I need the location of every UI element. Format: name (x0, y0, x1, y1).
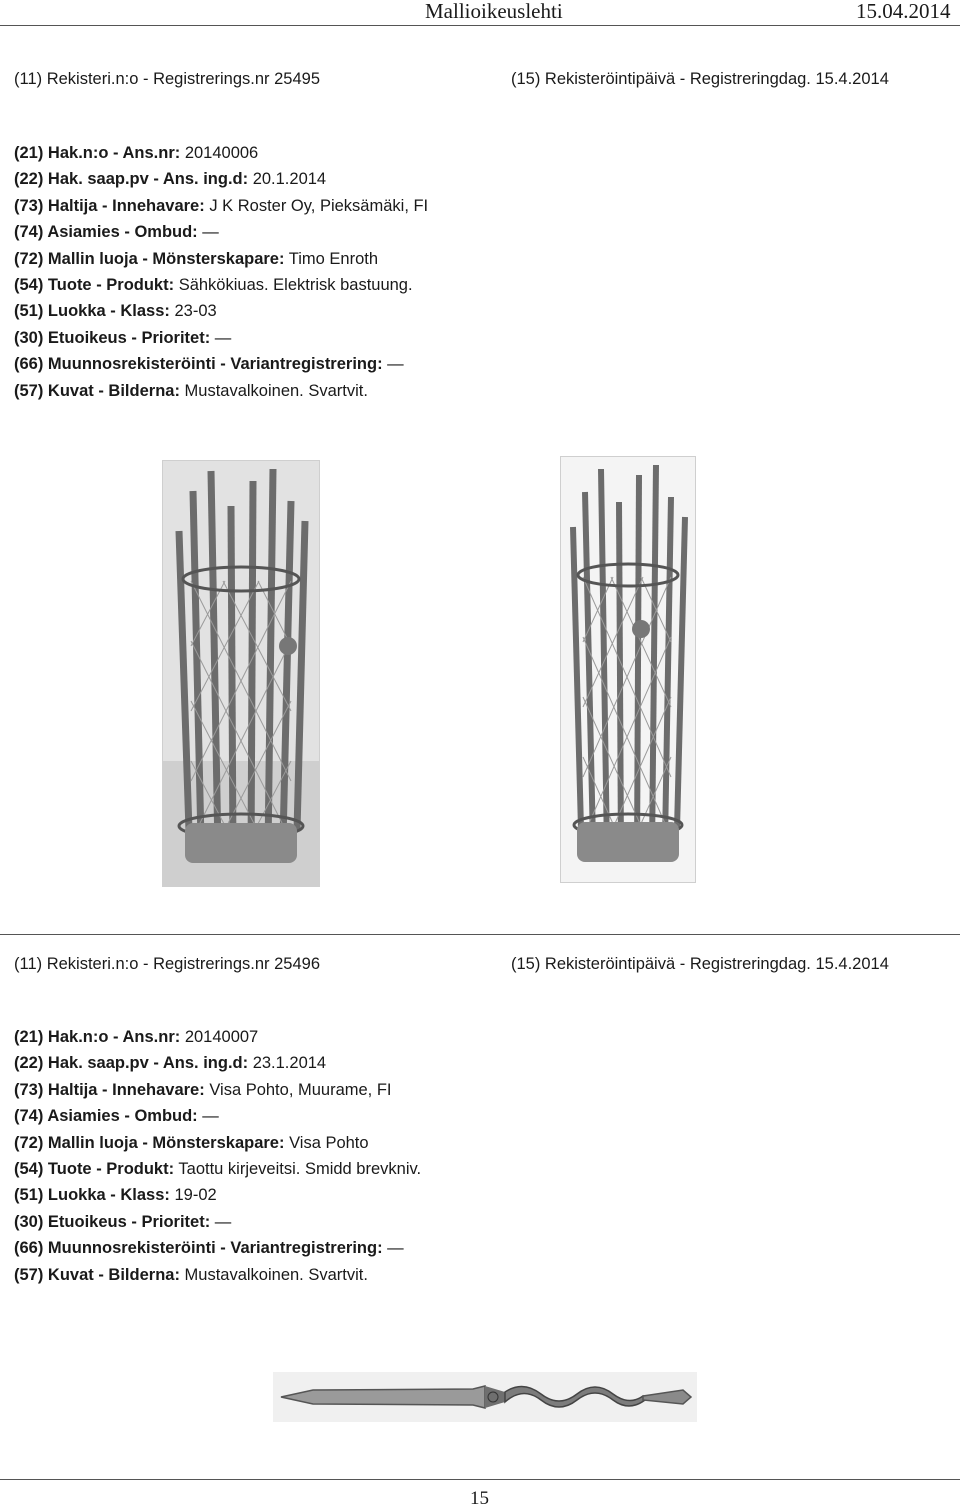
record-1-reg-date: (15) Rekisteröintipäivä - Registreringdag. 15.4.2014 (511, 70, 889, 88)
record-2-reg-number: (11) Rekisteri.n:o - Registrerings.nr 25496 (14, 955, 320, 973)
field-application-number: (21) Hak.n:o - Ans.nr: 20140007 (14, 1028, 259, 1046)
field-variant: (66) Muunnosrekisteröinti - Variantregistrering: — (14, 355, 404, 374)
field-filing-date: (22) Hak. saap.pv - Ans. ing.d: 23.1.2014 (14, 1054, 327, 1073)
field-images: (57) Kuvat - Bilderna: Mustavalkoinen. Svartvit. (14, 381, 368, 400)
record-1-fields (14, 140, 428, 404)
field-holder: (73) Haltija - Innehavare: J K Roster Oy, Pieksämäki, FI (14, 196, 429, 215)
field-priority: (30) Etuoikeus - Prioritet: — (14, 328, 232, 347)
field-agent: (74) Asiamies - Ombud: — (14, 223, 219, 242)
page-header (0, 0, 960, 24)
field-class: (51) Luokka - Klass: 19-02 (14, 1186, 217, 1205)
field-filing-date: (22) Hak. saap.pv - Ans. ing.d: 20.1.2014 (14, 170, 327, 189)
field-holder: (73) Haltija - Innehavare: Visa Pohto, Muurame, FI (14, 1080, 392, 1099)
field-images: (57) Kuvat - Bilderna: Mustavalkoinen. Svartvit. (14, 1265, 368, 1284)
record-1-reg-number: (11) Rekisteri.n:o - Registrerings.nr 25495 (14, 70, 320, 88)
field-product: (54) Tuote - Produkt: Sähkökiuas. Elektrisk bastuung. (14, 276, 413, 295)
publication-date: 15.04.2014 (856, 0, 951, 23)
sauna-heater-photo-1 (162, 460, 320, 887)
footer-rule (0, 1479, 960, 1480)
field-designer: (72) Mallin luoja - Mönsterskapare: Timo Enroth (14, 249, 379, 268)
field-application-number: (21) Hak.n:o - Ans.nr: 20140006 (14, 144, 259, 162)
header-rule (0, 25, 960, 26)
letter-opener-photo (273, 1372, 697, 1422)
field-class: (51) Luokka - Klass: 23-03 (14, 302, 217, 321)
record-2-reg-date: (15) Rekisteröintipäivä - Registreringdag. 15.4.2014 (511, 955, 889, 973)
page-number: 15 (470, 1488, 489, 1509)
publication-title: Mallioikeuslehti (425, 0, 563, 23)
record-2-fields (14, 1024, 421, 1288)
record-separator-rule (0, 934, 960, 935)
sauna-heater-photo-2 (560, 456, 696, 883)
field-designer: (72) Mallin luoja - Mönsterskapare: Visa Pohto (14, 1133, 369, 1152)
field-priority: (30) Etuoikeus - Prioritet: — (14, 1212, 232, 1231)
field-agent: (74) Asiamies - Ombud: — (14, 1107, 219, 1126)
field-product: (54) Tuote - Produkt: Taottu kirjeveitsi. Smidd brevkniv. (14, 1160, 422, 1179)
field-variant: (66) Muunnosrekisteröinti - Variantregistrering: — (14, 1239, 404, 1258)
